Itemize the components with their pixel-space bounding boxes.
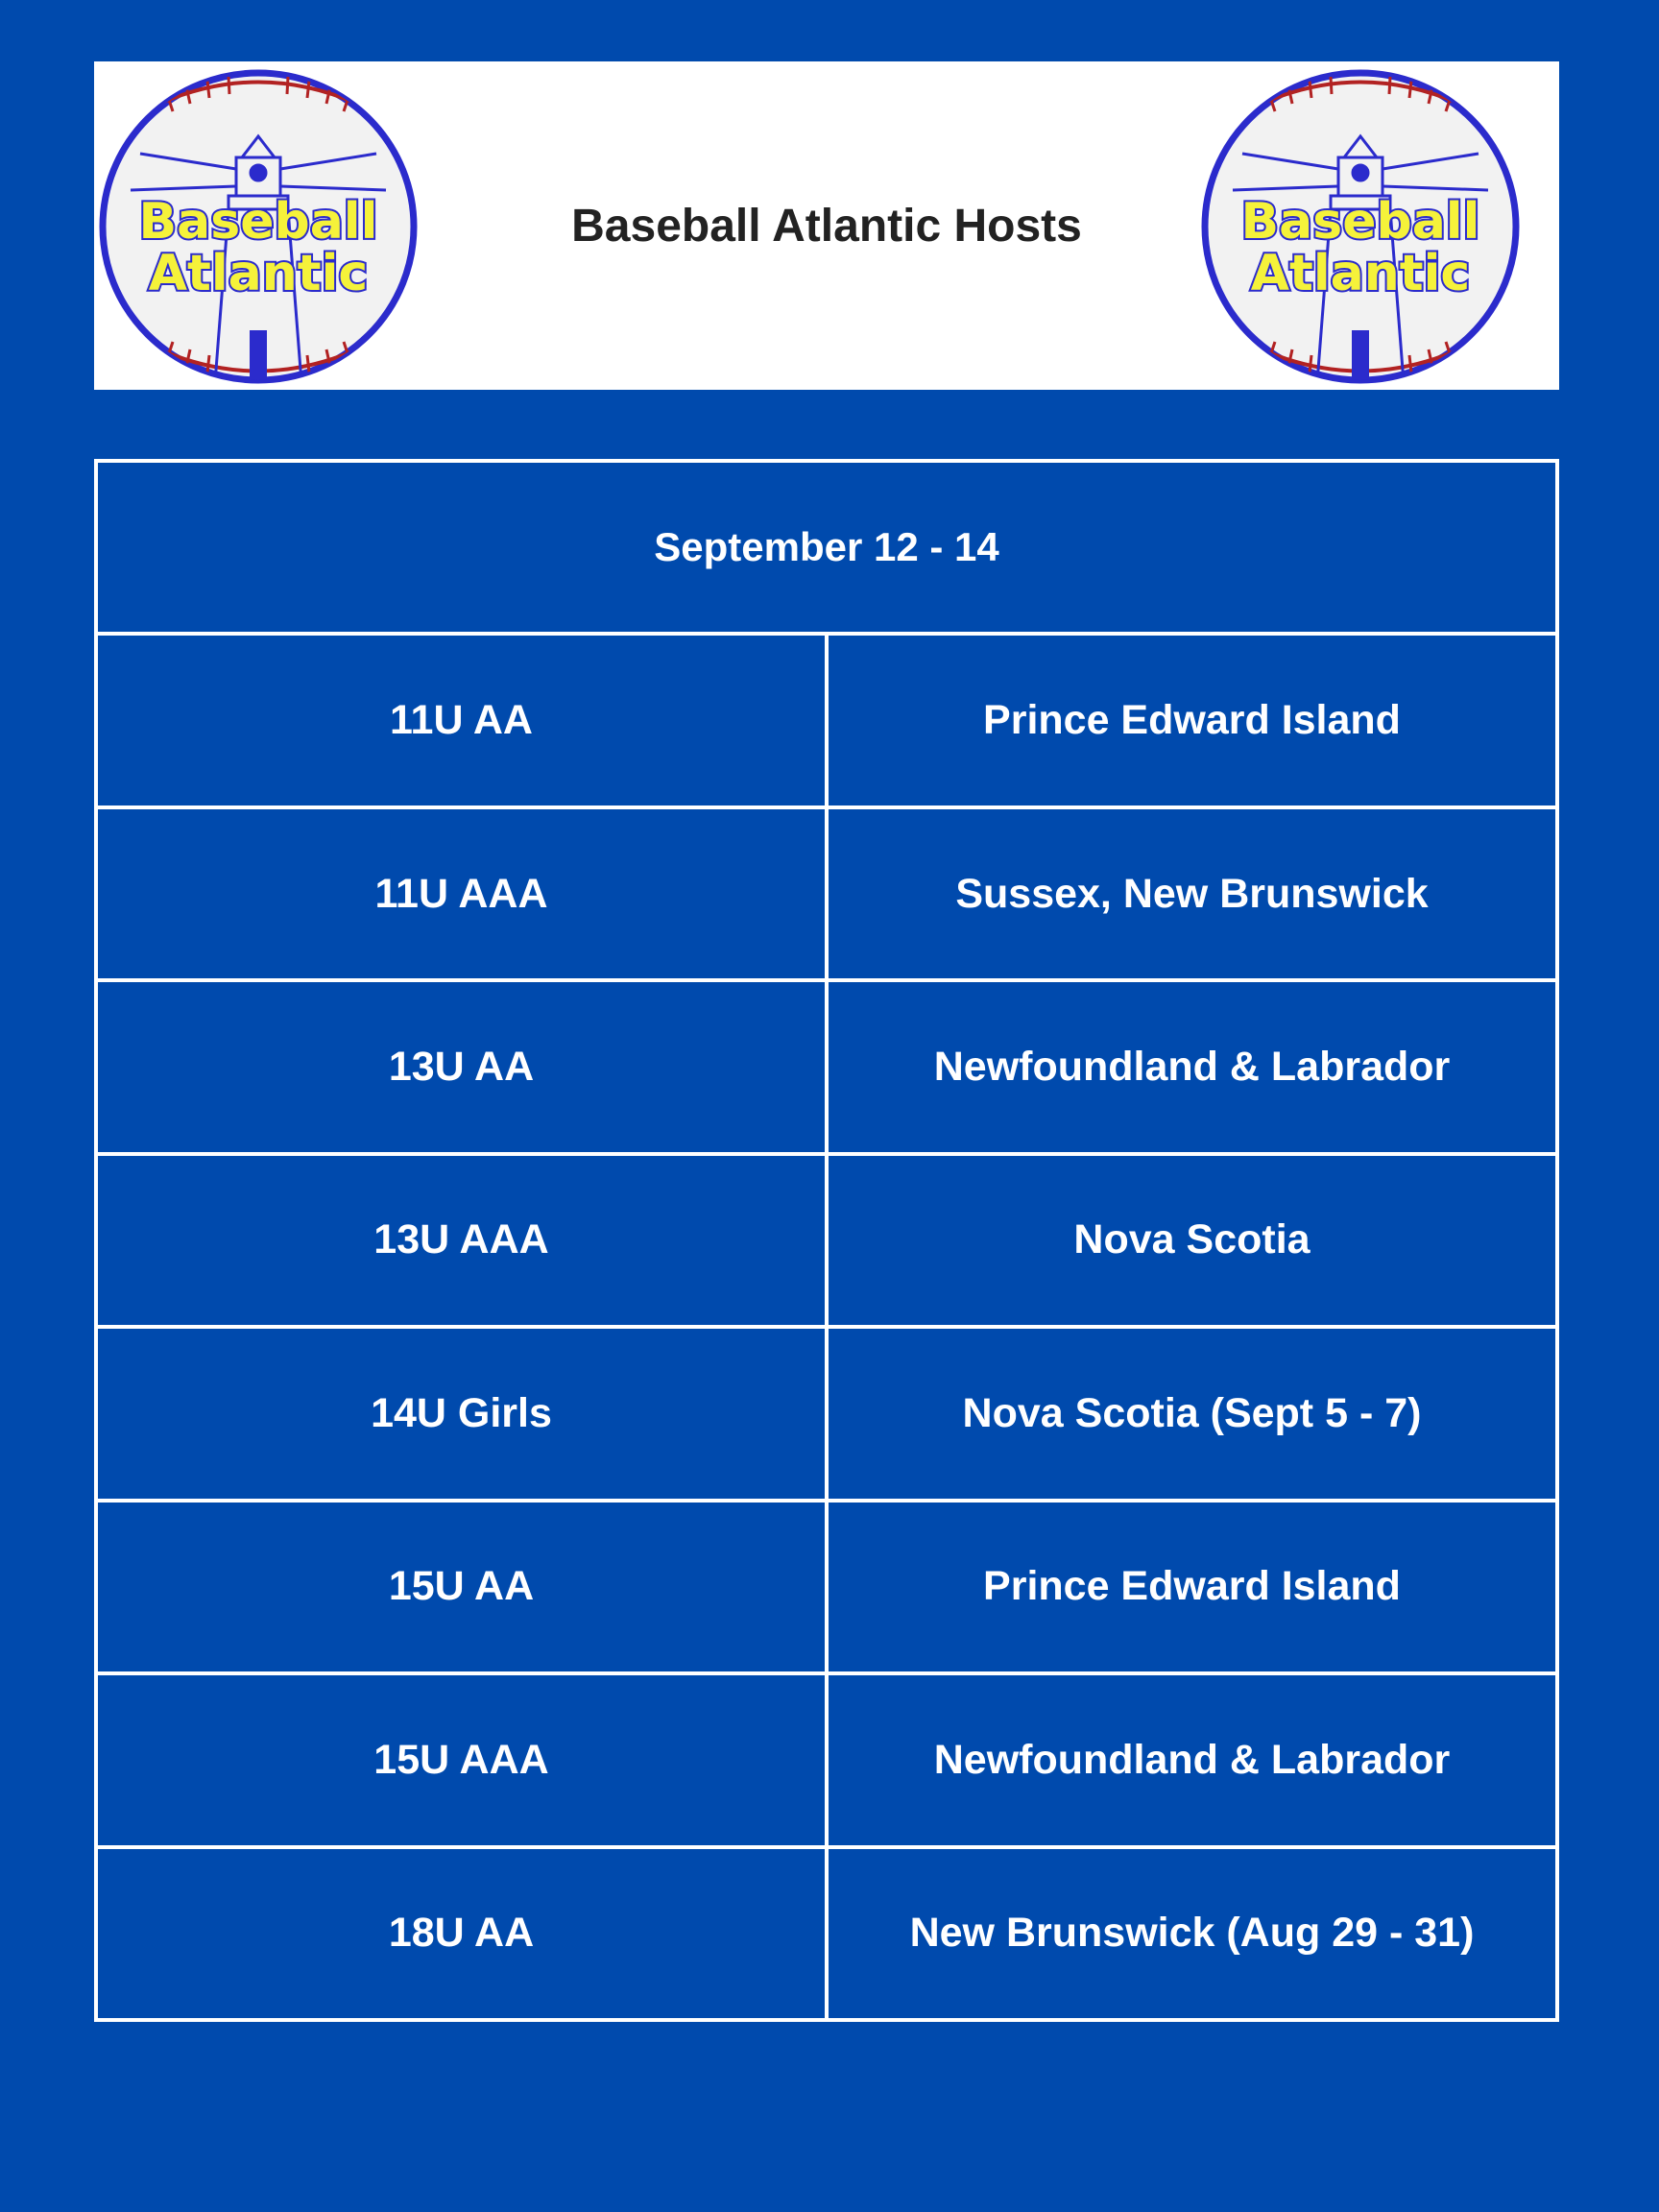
division-cell: 14U Girls bbox=[96, 1327, 827, 1500]
table-row bbox=[96, 1327, 1557, 1500]
svg-text:Baseball: Baseball bbox=[1240, 193, 1480, 251]
division-cell: 18U AA bbox=[96, 1847, 827, 2021]
table-row bbox=[96, 807, 1557, 980]
host-cell: Newfoundland & Labrador bbox=[827, 1673, 1557, 1846]
division-cell: 11U AA bbox=[96, 634, 827, 806]
table-row bbox=[96, 1673, 1557, 1846]
hosts-table bbox=[94, 459, 1559, 2022]
division-cell: 11U AAA bbox=[96, 807, 827, 980]
table-row bbox=[96, 1154, 1557, 1327]
table-row bbox=[96, 980, 1557, 1153]
host-cell: Prince Edward Island bbox=[827, 1501, 1557, 1673]
baseball-atlantic-logo-right bbox=[1194, 65, 1527, 388]
division-cell: 13U AAA bbox=[96, 1154, 827, 1327]
table-row bbox=[96, 1847, 1557, 2021]
page-title: Baseball Atlantic Hosts bbox=[571, 200, 1082, 252]
host-cell: Sussex, New Brunswick bbox=[827, 807, 1557, 980]
host-cell: Nova Scotia bbox=[827, 1154, 1557, 1327]
division-cell: 15U AAA bbox=[96, 1673, 827, 1846]
table-row bbox=[96, 634, 1557, 806]
division-cell: 13U AA bbox=[96, 980, 827, 1153]
hosts-table-body bbox=[96, 461, 1557, 2020]
host-cell: Nova Scotia (Sept 5 - 7) bbox=[827, 1327, 1557, 1500]
svg-text:Atlantic: Atlantic bbox=[148, 245, 369, 302]
svg-text:Baseball: Baseball bbox=[138, 193, 378, 251]
date-range: September 12 - 14 bbox=[96, 461, 1557, 634]
host-cell: Prince Edward Island bbox=[827, 634, 1557, 806]
header-banner bbox=[94, 61, 1559, 390]
table-row bbox=[96, 1501, 1557, 1673]
svg-text:Atlantic: Atlantic bbox=[1250, 245, 1471, 302]
host-cell: New Brunswick (Aug 29 - 31) bbox=[827, 1847, 1557, 2021]
host-cell: Newfoundland & Labrador bbox=[827, 980, 1557, 1153]
division-cell: 15U AA bbox=[96, 1501, 827, 1673]
date-row bbox=[96, 461, 1557, 634]
